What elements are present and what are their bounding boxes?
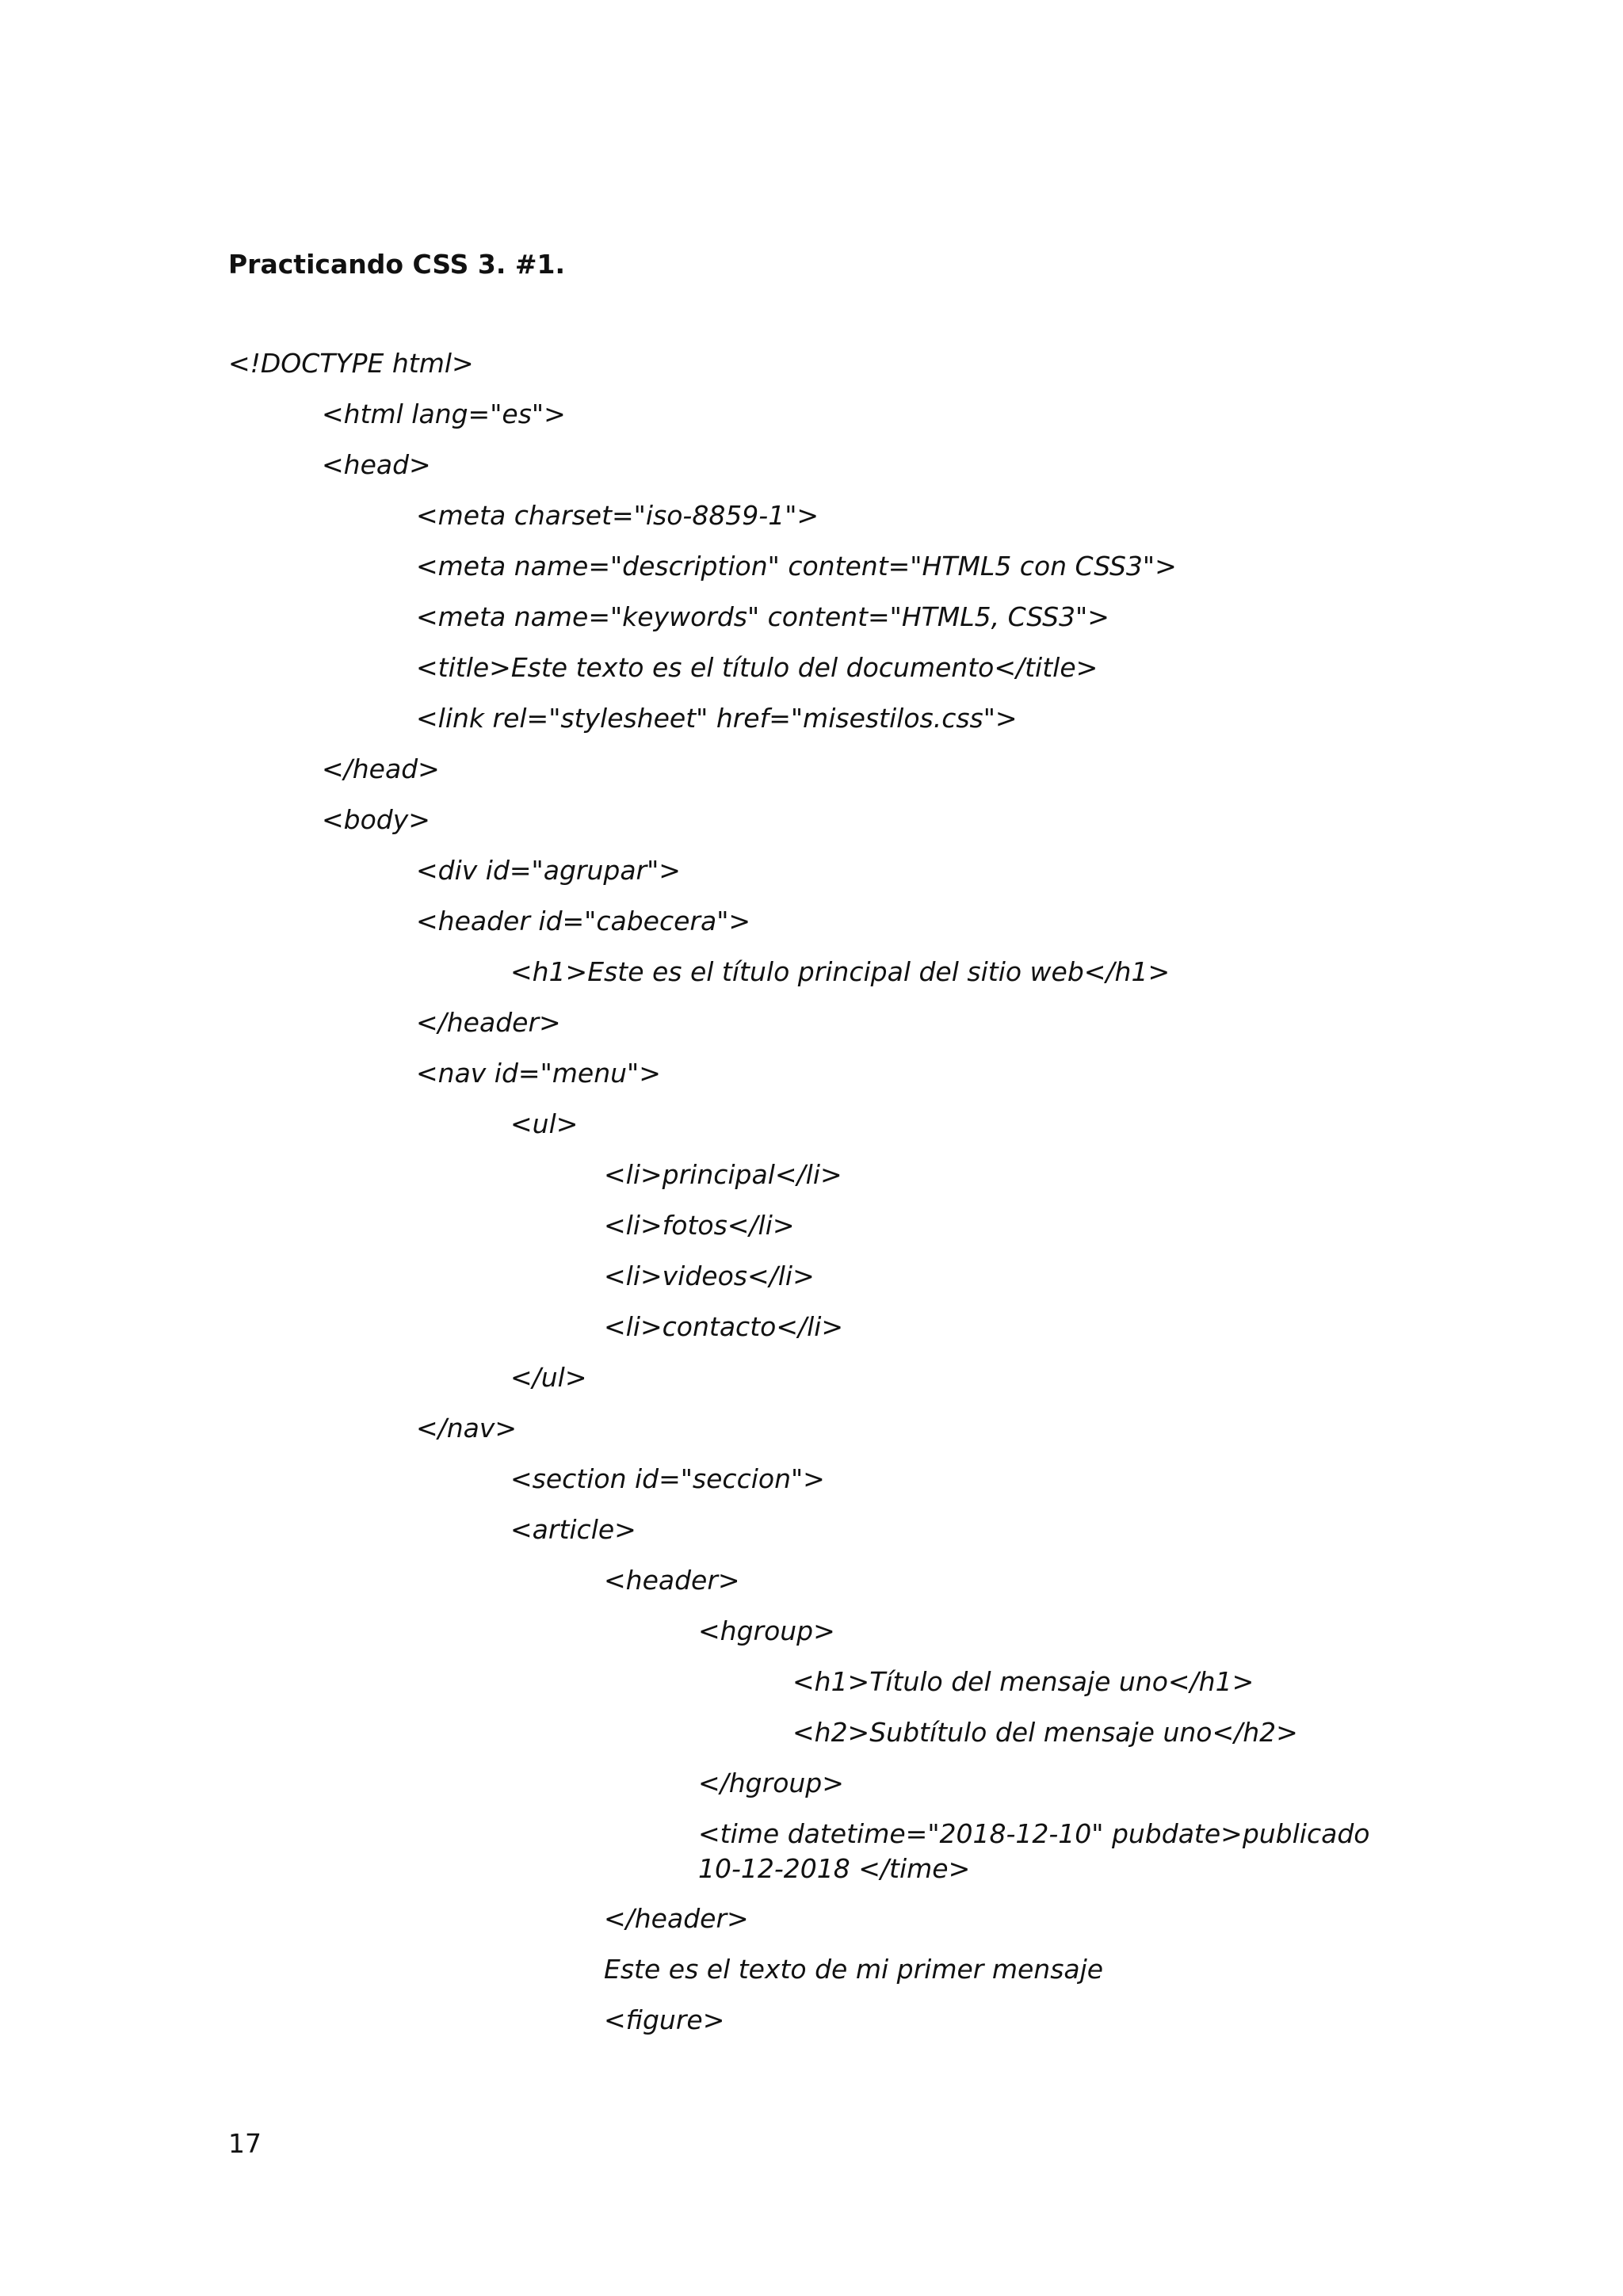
code-line-article-header: <header> — [604, 1565, 740, 1596]
code-line-h1-main: <h1>Este es el título principal del sitio web</h1> — [510, 956, 1170, 987]
code-line-message-text: Este es el texto de mi primer mensaje — [604, 1954, 1104, 1985]
code-line-html: <html lang="es"> — [322, 399, 566, 429]
code-line-hgroup-close: </hgroup> — [698, 1768, 844, 1798]
code-line-nav-close: </nav> — [416, 1413, 517, 1444]
code-line-section: <section id="seccion"> — [510, 1463, 825, 1494]
code-line-meta-charset: <meta charset="iso-8859-1"> — [416, 500, 819, 531]
code-line-link: <link rel="stylesheet" href="misestilos.css"> — [416, 703, 1018, 734]
code-line-head-close: </head> — [322, 753, 440, 784]
code-line-article-header-close: </header> — [604, 1903, 749, 1934]
code-line-figure: <figure> — [604, 2004, 725, 2035]
code-line-header-close: </header> — [416, 1007, 561, 1038]
code-line-doctype: <!DOCTYPE html> — [228, 348, 474, 379]
code-line-ul-close: </ul> — [510, 1362, 587, 1393]
code-line-div-agrupar: <div id="agrupar"> — [416, 855, 681, 886]
code-line-time: <time datetime="2018-12-10" pubdate>publicado 10-12-2018 </time> — [698, 1818, 1370, 1884]
code-line-h2-message: <h2>Subtítulo del mensaje uno</h2> — [792, 1717, 1298, 1748]
code-line-h1-message: <h1>Título del mensaje uno</h1> — [792, 1666, 1254, 1697]
page-number: 17 — [228, 2128, 262, 2159]
code-line-head-open: <head> — [322, 449, 431, 480]
code-line-body-open: <body> — [322, 804, 430, 835]
code-line-li-principal: <li>principal</li> — [604, 1159, 842, 1190]
code-line-meta-keywords: <meta name="keywords" content="HTML5, CSS3"> — [416, 601, 1109, 632]
code-line-nav-menu: <nav id="menu"> — [416, 1058, 661, 1089]
code-line-article: <article> — [510, 1514, 636, 1545]
code-line-li-videos: <li>videos</li> — [604, 1261, 815, 1291]
code-line-li-contacto: <li>contacto</li> — [604, 1311, 844, 1342]
code-line-hgroup-open: <hgroup> — [698, 1615, 835, 1646]
code-line-li-fotos: <li>fotos</li> — [604, 1210, 795, 1241]
code-line-title: <title>Este texto es el título del documento</title> — [416, 652, 1098, 683]
code-line-header-cabecera: <header id="cabecera"> — [416, 906, 751, 936]
code-line-ul-open: <ul> — [510, 1108, 579, 1139]
code-line-meta-description: <meta name="description" content="HTML5 con CSS3"> — [416, 551, 1177, 582]
document-title: Practicando CSS 3. #1. — [228, 249, 565, 280]
